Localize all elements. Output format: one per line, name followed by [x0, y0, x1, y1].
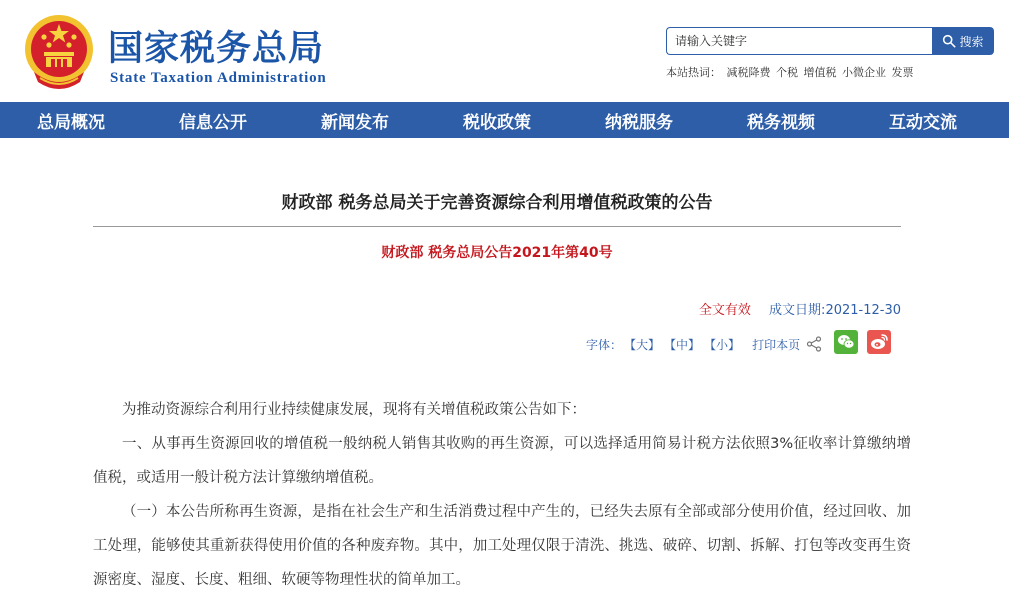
- site-title-english[interactable]: State Taxation Administration: [110, 70, 327, 86]
- search-button[interactable]: [932, 27, 994, 55]
- validity-status: 全文有效: [698, 303, 751, 318]
- title-divider: [93, 226, 901, 227]
- nav-item-tax-service[interactable]: 纳税服务: [605, 112, 673, 133]
- hot-word[interactable]: 发票: [891, 66, 914, 79]
- hot-word[interactable]: 小微企业: [842, 66, 886, 79]
- article-paragraph: （一）本公告所称再生资源，是指在社会生产和生活消费过程中产生的，已经失去原有全部或部分使用价值，经过回收、加工处理，能够使其重新获得使用价值的各种废弃物。其中，加工处理仅限于清洗、挑选、破碎、切割、拆解、打包等改变再生资源密度、湿度、长度、粗细、软硬等物理性状的简单加工。: [93, 504, 911, 588]
- site-title[interactable]: 国家税务总局: [108, 28, 325, 69]
- document-number: 财政部 税务总局公告2021年第40号: [381, 245, 613, 261]
- nav-item-overview[interactable]: 总局概况: [37, 112, 105, 133]
- nav-item-news[interactable]: 新闻发布: [321, 112, 389, 133]
- date-label: 成文日期:: [769, 303, 826, 318]
- font-medium-link[interactable]: 【中】: [664, 337, 701, 352]
- share-icon[interactable]: [806, 336, 822, 352]
- article-title: 财政部 税务总局关于完善资源综合利用增值税政策的公告: [281, 193, 713, 213]
- hot-words: [666, 64, 914, 80]
- nav-item-tax-video[interactable]: 税务视频: [747, 112, 815, 133]
- font-small-link[interactable]: 【小】: [704, 337, 741, 352]
- site-header: [0, 0, 1009, 102]
- hot-word[interactable]: 个税: [776, 66, 798, 79]
- font-size-label: 字体：: [586, 337, 623, 352]
- nav-item-tax-policy[interactable]: 税收政策: [463, 112, 531, 133]
- search-button-label: 搜索: [959, 34, 984, 49]
- article-body: [93, 393, 911, 597]
- main-nav: [0, 102, 1009, 138]
- search-icon: [942, 34, 956, 48]
- print-link[interactable]: 打印本页: [752, 337, 801, 352]
- font-large-link[interactable]: 【大】: [624, 337, 661, 352]
- article-paragraph: 为推动资源综合利用行业持续健康发展，现将有关增值税政策公告如下：: [122, 402, 586, 418]
- search-field[interactable]: [666, 27, 932, 55]
- national-emblem-icon[interactable]: [22, 12, 96, 90]
- hot-word[interactable]: 减税降费: [726, 66, 771, 79]
- search-input[interactable]: [667, 28, 932, 54]
- nav-item-info-disclosure[interactable]: 信息公开: [179, 112, 247, 133]
- hot-word[interactable]: 增值税: [803, 66, 837, 79]
- weibo-share-icon[interactable]: [867, 330, 891, 354]
- issue-date: 2021-12-30: [825, 303, 901, 318]
- wechat-share-icon[interactable]: [834, 330, 858, 354]
- nav-item-interaction[interactable]: 互动交流: [889, 112, 957, 133]
- article-paragraph: 一、从事再生资源回收的增值税一般纳税人销售其收购的再生资源，可以选择适用简易计税方法依照3%征收率计算缴纳增值税，或适用一般计税方法计算缴纳增值税。: [93, 436, 911, 486]
- hot-words-label: 本站热词：: [666, 66, 721, 79]
- article-meta: [699, 299, 901, 318]
- article-tools: [586, 333, 800, 355]
